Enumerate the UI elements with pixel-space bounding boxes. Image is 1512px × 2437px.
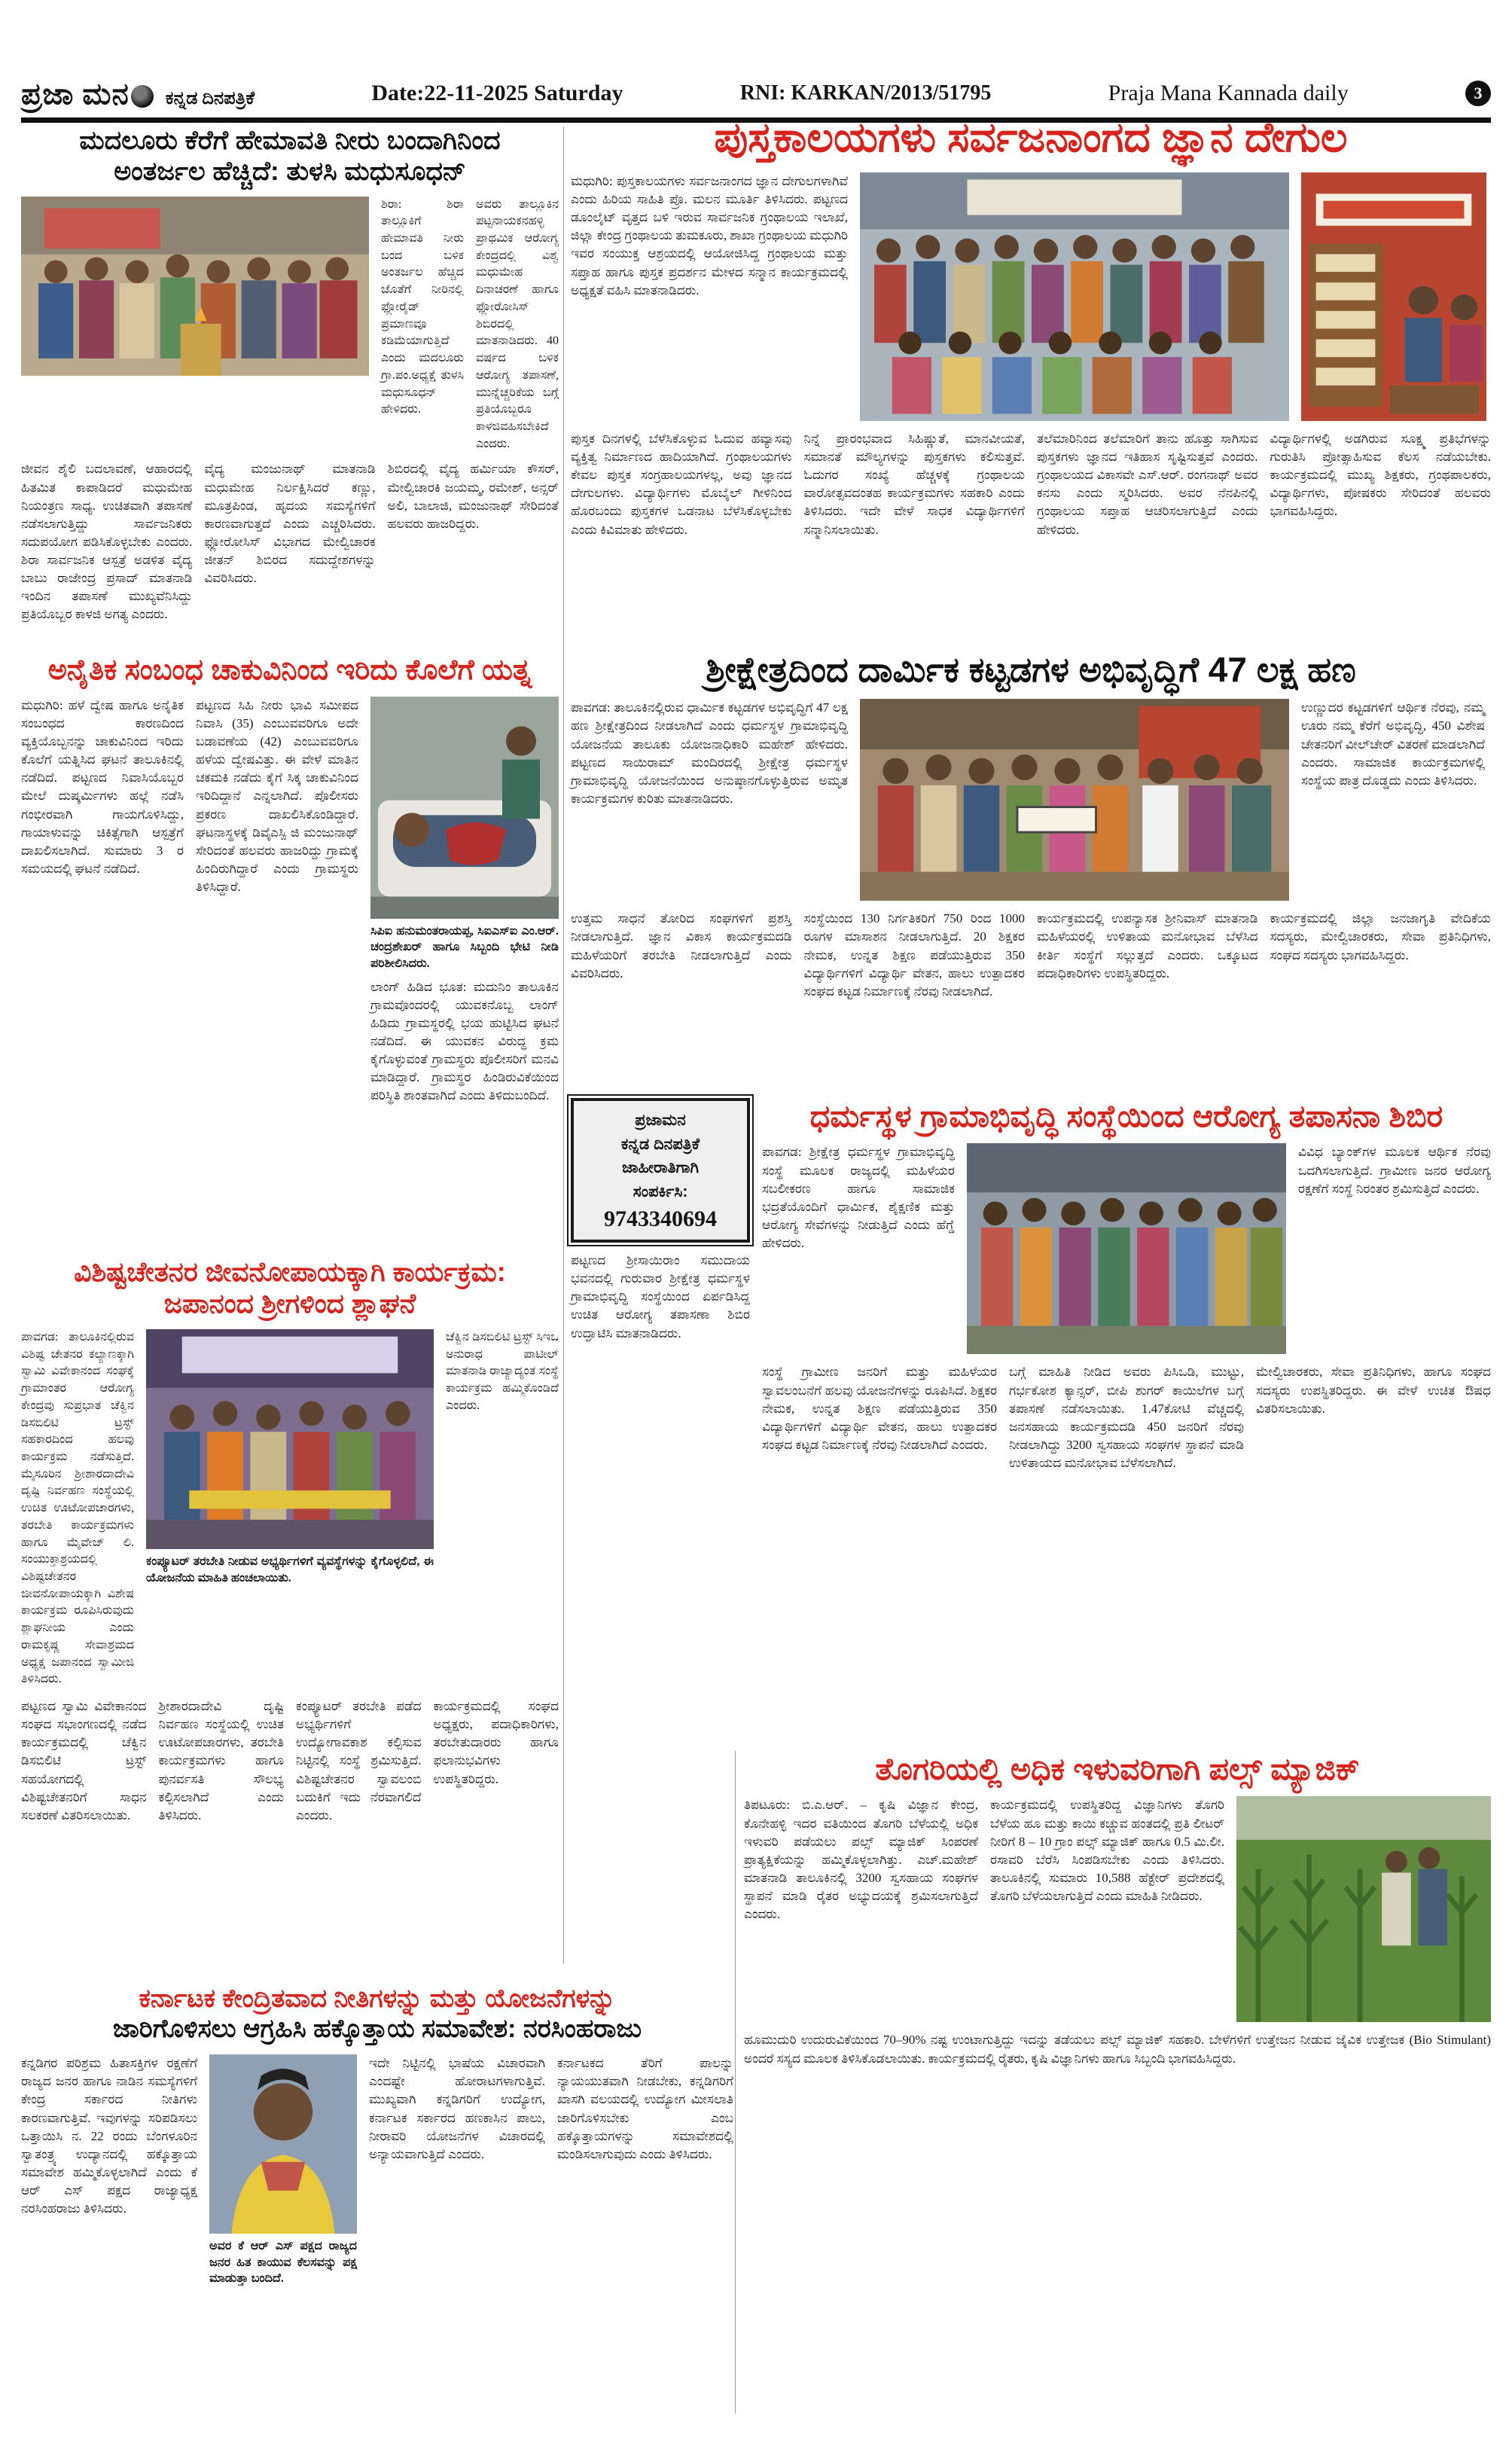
article-body-column: ಶಿಬಿರದಲ್ಲಿ ವೈದ್ಯ ಹರ್ಮಿಯಾ ಕೌಸರ್, ಮೇಲ್ವಿಚಾರಕಿ ಜಯಮ್ಮ, ರಮೇಶ್, ಅನ್ಸರ್ ಅಲಿ, ಬಾಲಾಜಿ, ಮಂಜುನಾಥ್ ಸೇರಿದಂತೆ ಹಲವರು ಹಾಜರಿದ್ದರು. <box>387 462 559 531</box>
article-photo-cell <box>370 697 559 1106</box>
article-body-column: ಬಗ್ಗೆ ಮಾಹಿತಿ ನೀಡಿದ ಅವರು ಪಿಸಿಒಡಿ, ಮುಟ್ಟು, ಗರ್ಭಕೋಶ ಕ್ಯಾನ್ಸರ್, ಬೀಪಿ ಶುಗರ್ ಕಾಯಿಲೆಗಳ ಬಗ್ಗೆ ತಪಾಸಣೆ ನಡೆಸಲಾಯಿತು. 1.47ಕೋಟಿ ವೆಚ್ಚದಲ್ಲಿ ಜನಸಹಾಯ ಕಾರ್ಯಕ್ರಮದಡಿ 450 ಜನರಿಗೆ ನೆರವು ನೀಡಲಾಗಿದ್ದು 3200 ಸ್ವಸಹಾಯ ಸಂಘಗಳ ಸ್ಥಾಪನೆ ಮಾಡಿ ಉಳಿತಾಯದ ಮನೋಭಾವ ಬೆಳೆಸಲಾಗಿದೆ. <box>1009 1365 1244 1470</box>
cheque-photo-illustration <box>860 699 1289 901</box>
article-main-cell <box>762 1098 1491 1472</box>
article-photo-cell <box>209 2054 357 2287</box>
article-headline: ತೊಗರಿಯಲ್ಲಿ ಅಧಿಕ ಇಳುವರಿಗಾಗಿ ಪಲ್ಸ್ ಮ್ಯಾಜಿಕ್ <box>875 1752 1360 1786</box>
article-body-column: ಸಂಸ್ಥೆಯಿಂದ 130 ನಿರ್ಗತಿಕರಿಗೆ 750 ರಿಂದ 1000 ರೂಗಳ ಮಾಸಾಶನ ನೀಡಲಾಗುತ್ತಿದೆ. 20 ಶಿಕ್ಷಕರ ನೇಮಕ, ಉನ್ನತ ಶಿಕ್ಷಣ ಪಡೆಯುತ್ತಿರುವ 350 ವಿದ್ಯಾರ್ಥಿಗಳಿಗೆ ವಿದ್ಯಾರ್ಥಿ ವೇತನ, ಹಾಲು ಉತ್ಪಾದಕರ ಸಂಘದ ಕಟ್ಟಡ ನಿರ್ಮಾಣಕ್ಕೆ ನೆರವು ನೀಡಲಾಗಿದೆ. <box>803 911 1025 999</box>
article-photo-lamp-lighting-group <box>21 197 369 376</box>
article-photo-health-camp-queue <box>967 1143 1286 1354</box>
article-photo-cheque-handover <box>860 699 1289 901</box>
article-body-column: ಶಿರಾ: ಶಿರಾ ತಾಲ್ಲೂಕಿಗೆ ಹೇಮಾವತಿ ನೀರು ಬಂದ ಬಳಿಕ ಅಂತರ್ಜಲ ಹೆಚ್ಚಿದ ಜೊತೆಗೆ ನೀರಿನಲ್ಲಿ ಫ್ಲೋರೈಡ್ ಪ್ರಮಾಣವೂ ಕಡಿಮೆಯಾಗುತ್ತಿದೆ ಎಂದು ಮದಲೂರು ಗ್ರಾ.ಪಂ.ಅಧ್ಯಕ್ಷೆ ತುಳಸಿ ಮಧುಸೂಧನ್ ಹೇಳಿದರು. <box>381 197 464 416</box>
article-body-column: ವಿದ್ಯಾರ್ಥಿಗಳಲ್ಲಿ ಅಡಗಿರುವ ಸೂಕ್ಷ್ಮ ಪ್ರತಿಭೆಗಳನ್ನು ಗುರುತಿಸಿ ಪ್ರೋತ್ಸಾಹಿಸುವ ಕೆಲಸ ನಡೆಯಬೇಕು. ಕಾರ್ಯಕ್ರಮದಲ್ಲಿ ಮುಖ್ಯ ಶಿಕ್ಷಕರು, ಗ್ರಂಥಪಾಲಕರು, ವಿದ್ಯಾರ್ಥಿಗಳು, ಪೋಷಕರು ಸೇರಿದಂತೆ ಹಲವರು ಭಾಗವಹಿಸಿದ್ದರು. <box>1270 431 1491 519</box>
article-headline: ಧರ್ಮಸ್ಥಳ ಗ್ರಾಮಾಭಿವೃದ್ಧಿ ಸಂಸ್ಥೆಯಿಂದ ಆರೋಗ್ಯ ತಪಾಸನಾ ಶಿಬಿರ <box>809 1099 1443 1133</box>
article-photo-leader-portrait <box>209 2054 357 2234</box>
article-body-column: ಉತ್ತಮ ಸಾಧನೆ ತೋರಿದ ಸಂಘಗಳಿಗೆ ಪ್ರಶಸ್ತಿ ನೀಡಲಾಗುತ್ತಿದೆ. ಜ್ಞಾನ ವಿಕಾಸ ಕಾರ್ಯಕ್ರಮದಡಿ ಮಹಿಳೆಯರಿಗೆ ತರಬೇತಿ ನೀಡಲಾಗುತ್ತಿದೆ ಎಂದು ವಿವರಿಸಿದರು. <box>571 911 792 981</box>
article-body-column: ತಿಪಟೂರು: ಬಿ.ಎ.ಆರ್. – ಕೃಷಿ ವಿಜ್ಞಾನ ಕೇಂದ್ರ, ಕೊನೇಹಳ್ಳಿ ಇದರ ವತಿಯಿಂದ ತೊಗರಿ ಬೆಳೆಯಲ್ಲಿ ಅಧಿಕ ಇಳುವರಿ ಪಡೆಯಲು ಪಲ್ಸ್ ಮ್ಯಾಜಿಕ್ ಸಿಂಪರಣೆ ಪ್ರಾತ್ಯಕ್ಷಿಕೆಯನ್ನು ಹಮ್ಮಿಕೊಳ್ಳಲಾಗಿತ್ತು. ಎಚ್.ಮಹೇಶ್ ಮಾತನಾಡಿ ತಾಲೂಕಿನಲ್ಲಿ 3200 ಸ್ವಸಹಾಯ ಸಂಘಗಳ ಸ್ಥಾಪನೆ ಮಾಡಿ ರೈತರ ಅಭ್ಯುದಯಕ್ಕೆ ಶ್ರಮಿಸಲಾಗುತ್ತಿದೆ ಎಂದರು. <box>744 1798 978 1922</box>
logo-tagline: ಕನ್ನಡ ದಿನಪತ್ರಿಕೆ <box>165 88 255 108</box>
ad-line: ಸಂಪರ್ಕಿಸಿ: <box>633 1182 688 1200</box>
article-body-column: ಲಾಂಗ್ ಹಿಡಿದ ಭೂತ: ಮದುನಿಂ ತಾಲೂಕಿನ ಗ್ರಾಮವೊಂದರಲ್ಲಿ ಯುವಕನೊಬ್ಬ ಲಾಂಗ್ ಹಿಡಿದು ಗ್ರಾಮಸ್ಥರಲ್ಲಿ ಭಯ ಹುಟ್ಟಿಸಿದ ಘಟನೆ ನಡೆದಿದೆ. ಈ ಯುವಕನ ವಿರುದ್ಧ ಕ್ರಮ ಕೈಗೊಳ್ಳುವಂತೆ ಗ್ರಾಮಸ್ಥರು ಪೊಲೀಸರಿಗೆ ಮನವಿ ಮಾಡಿದ್ದಾರೆ. ಗ್ರಾಮಸ್ಥರ ಹಿಂಡಿರುವಿಕೆಯಿಂದ ಪರಿಸ್ಥಿತಿ ಶಾಂತವಾಗಿದೆ ಎಂದು ತಿಳಿದುಬಂದಿದೆ. <box>370 979 559 1103</box>
portrait-photo-illustration <box>209 2054 357 2234</box>
article-body-column: ಪಟ್ಟಣದ ಶ್ರೀಸಾಯಿರಾಂ ಸಮುದಾಯ ಭವನದಲ್ಲಿ ಗುರುವಾರ ಶ್ರೀಕ್ಷೇತ್ರ ಧರ್ಮಸ್ಥಳ ಗ್ರಾಮಾಭಿವೃದ್ಧಿ ಸಂಸ್ಥೆಯಿಂದ ಏರ್ಪಡಿಸಿದ್ದ ಉಚಿತ ಆರೋಗ್ಯ ತಪಾಸಣಾ ಶಿಬಿರ ಉದ್ಘಾಟಿಸಿ ಮಾತನಾಡಿದರು. <box>571 1253 750 1341</box>
advertisement-box <box>571 1098 750 1243</box>
article-body-column: ಪಟ್ಟಣದ ಸಿಹಿ ನೀರು ಭಾವಿ ಸಮೀಪದ ನಿವಾಸಿ (35) ಎಂಬುವವರಿಗೂ ಅದೇ ಬಡಾವಣೆಯ (42) ಎಂಬುವವರಿಗೂ ಹಳೆಯ ದ್ವೇಷವಿತ್ತು. ಈ ವೇಳೆ ಮಾತಿನ ಚಕಮಕಿ ನಡೆದು ಕೈಗೆ ಸಿಕ್ಕ ಚಾಕುವಿನಿಂದ ಇರಿದಿದ್ದಾನೆ ಎನ್ನಲಾಗಿದೆ. ಪೊಲೀಸರು ಪ್ರಕರಣ ದಾಖಲಿಸಿಕೊಂಡಿದ್ದಾರೆ. ಘಟನಾಸ್ಥಳಕ್ಕೆ ಡಿವೈಎಸ್ಪಿ ಜಿ ಮಂಜುನಾಥ್ ಸೇರಿದಂತೆ ಹಲವರು ಹಾಜರಿದ್ದು ಗ್ರಾಮಕ್ಕೆ ಹಿಂದಿರುಗಿದ್ದಾರೆ ಎಂದು ಗ್ರಾಮಸ್ಥರು ತಿಳಿಸಿದ್ದಾರೆ. <box>196 697 358 895</box>
group-photo-illustration <box>860 172 1289 421</box>
article-body-column: ಕಂಪ್ಯೂಟರ್ ತರಬೇತಿ ಪಡೆದ ಅಭ್ಯರ್ಥಿಗಳಿಗೆ ಉದ್ಯೋಗಾವಕಾಶ ಕಲ್ಪಿಸುವ ನಿಟ್ಟಿನಲ್ಲಿ ಸಂಸ್ಥೆ ಶ್ರಮಿಸುತ್ತಿದೆ. ವಿಶಿಷ್ಟಚೇತನರ ಸ್ವಾವಲಂಬಿ ಬದುಕಿಗೆ ಇದು ನೆರವಾಗಲಿದೆ ಎಂದರು. <box>296 1699 422 1822</box>
article-pulse-magic <box>744 1751 1491 2068</box>
article-body-column: ಪಟ್ಟಣದ ಸ್ವಾಮಿ ವಿವೇಕಾನಂದ ಸಂಘದ ಸಭಾಂಗಣದಲ್ಲಿ ನಡೆದ ಕಾರ್ಯಕ್ರಮದಲ್ಲಿ ಚೆಕ್ವಿನ ಡಿಸಬಿಲಿಟಿ ಟ್ರಸ್ಟ್ ಸಹಯೋಗದಲ್ಲಿ ವಿಶಿಷ್ಟಚೇತನರಿಗೆ ಸಾಧನ ಸಲಕರಣೆ ವಿತರಿಸಲಾಯಿತು. <box>21 1699 147 1822</box>
article-body-column: ವೈದ್ಯ ಮಂಜುನಾಥ್ ಮಾತನಾಡಿ ಮಧುಮೇಹ ನಿರ್ಲಕ್ಷಿಸಿದರೆ ಕಣ್ಣು, ಮೂತ್ರಪಿಂಡ, ಹೃದಯ ಸಮಸ್ಯೆಗಳಿಗೆ ಕಾರಣವಾಗುತ್ತದೆ ಎಂದು ಎಚ್ಚರಿಸಿದರು. ಫ್ಲೋರೋಸಿಸ್ ವಿಭಾಗದ ಮೇಲ್ವಿಚಾರಕ ಜೀತನ್ ಶಿಬಿರದ ಸದುದ್ದೇಶಗಳನ್ನು ವಿವರಿಸಿದರು. <box>204 462 376 586</box>
article-disabled-livelihood <box>21 1256 559 1825</box>
masthead-date: Date:22-11-2025 Saturday <box>371 81 623 105</box>
article-body-column: ಜೀವನ ಶೈಲಿ ಬದಲಾವಣೆ, ಆಹಾರದಲ್ಲಿ ಹಿತಮಿತ ಕಾಪಾಡಿದರೆ ಮಧುಮೇಹ ನಿಯಂತ್ರಣ ಸಾಧ್ಯ. ಉಚಿತವಾಗಿ ತಪಾಸಣೆ ನಡೆಸಲಾಗುತ್ತಿದ್ದು ಸಾರ್ವಜನಿಕರು ಸದುಪಯೋಗ ಪಡಿಸಿಕೊಳ್ಳಬೇಕು ಎಂದರು. ಶಿರಾ ಸಾರ್ವಜನಿಕ ಆಸ್ಪತ್ರೆ ಅಡಳಿತ ವೈದ್ಯ ಬಾಬು ರಾಜೇಂದ್ರ ಪ್ರಸಾದ್ ಮಾತನಾಡಿ ಇಂದಿನ ತಪಾಸಣೆ ಮುಖ್ಯವೆನಿಸಿದ್ದು ಪ್ರತಿಯೊಬ್ಬರ ಕಾಳಜಿ ಅಗತ್ಯ ಎಂದರು. <box>21 462 193 622</box>
ad-line: ಜಾಹೀರಾತಿಗಾಗಿ <box>622 1159 699 1176</box>
photo-caption: ಸಿಪಿಐ ಹನುಮಂತರಾಯಪ್ಪ, ಸಿಐಎಸ್ಐ ಎಂ.ಆರ್. ಚಂದ್ರಶೇಖರ್ ಹಾಗೂ ಸಿಬ್ಬಂದಿ ಭೇಟಿ ನೀಡಿ ಪರಿಶೀಲಿಸಿದರು. <box>370 924 559 971</box>
article-headline: ಪುಸ್ತಕಾಲಯಗಳು ಸರ್ವಜನಾಂಗದ ಜ್ಞಾನ ದೇಗುಲ <box>714 114 1348 160</box>
article-body-column: ಕನ್ನಡಿಗರ ಪರಿಶ್ರಮ ಹಿತಾಸಕ್ತಿಗಳ ರಕ್ಷಣೆಗೆ ರಾಜ್ಯದ ಜನರ ಹಾಗೂ ನಾಡಿನ ಸಮಸ್ಯೆಗಳಿಗೆ ಕೇಂದ್ರ ಸರ್ಕಾರದ ನೀತಿಗಳು ಕಾರಣವಾಗುತ್ತಿವೆ. ಇವುಗಳನ್ನು ಸರಿಪಡಿಸಲು ಒತ್ತಾಯಿಸಿ ನ. 22 ರಂದು ಬೆಂಗಳೂರಿನ ಸ್ವಾತಂತ್ರ್ಯ ಉದ್ಯಾನದಲ್ಲಿ ಹಕ್ಕೊತ್ತಾಯ ಸಮಾವೇಶ ಹಮ್ಮಿಕೊಳ್ಳಲಾಗಿದೆ ಎಂದು ಕೆ ಆರ್ ಎಸ್ ಪಕ್ಷದ ರಾಜ್ಯಾಧ್ಯಕ್ಷ ನರಸಿಂಹರಾಜು ತಿಳಿಸಿದರು. <box>21 2056 197 2216</box>
article-photo-cell <box>1236 1796 1491 2022</box>
article-body-column: ಪಾವಗಡ: ಶ್ರೀಕ್ಷೇತ್ರ ಧರ್ಮಸ್ಥಳ ಗ್ರಾಮಾಭಿವೃದ್ಧಿ ಸಂಸ್ಥೆ ಮೂಲಕ ರಾಜ್ಯದಲ್ಲಿ ಮಹಿಳೆಯರ ಸಬಲೀಕರಣ ಹಾಗೂ ಸಾಮಾಜಿಕ ಭದ್ರತೆಯೊಂದಿಗೆ ಧಾರ್ಮಿಕ, ಶೈಕ್ಷಣಿಕ ಮತ್ತು ಆರೋಗ್ಯ ಸೇವೆಗಳನ್ನು ನೀಡುತ್ತಿದೆ ಎಂದು ಹೆಗ್ಡೆ ಹೇಳಿದರು. <box>762 1145 955 1250</box>
article-health-camp <box>571 1098 1491 1472</box>
article-body-column: ತಲೆಮಾರಿನಿಂದ ತಲೆಮಾರಿಗೆ ತಾನು ಹೊತ್ತು ಸಾಗಿಸುವ ಪುಸ್ತಕಗಳು ಜ್ಞಾನದ ಇತಿಹಾಸ ಸೃಷ್ಟಿಸುತ್ತವೆ ಎಂದರು. ಗ್ರಂಥಾಲಯದ ವಿಕಾಸವೇ ಎಸ್.ಆರ್. ರಂಗನಾಥ್ ಅವರ ಕನಸು ಎಂದು ಸ್ಮರಿಸಿದರು. ಅವರ ನೆನಪಿನಲ್ಲಿ ಗ್ರಂಥಾಲಯ ಸಪ್ತಾಹ ಆಚರಿಸಲಾಗುತ್ತಿದೆ ಎಂದು ಹೇಳಿದರು. <box>1037 431 1258 537</box>
article-body-column: ಅವರು ತಾಲ್ಲೂಕಿನ ಪಟ್ಟನಾಯಕನಹಳ್ಳಿ ಪ್ರಾಥಮಿಕ ಆರೋಗ್ಯ ಕೇಂದ್ರದಲ್ಲಿ ವಿಶ್ವ ಮಧುಮೇಹ ದಿನಾಚರಣೆ ಹಾಗೂ ಫ್ಲೋರೋಸಿಸ್ ಶಿಬಿರದಲ್ಲಿ ಮಾತನಾಡಿದರು. 40 ವರ್ಷದ ಬಳಿಕ ಆರೋಗ್ಯ ತಪಾಸಣೆ, ಮುನ್ನೆಚ್ಚರಿಕೆಯ ಬಗ್ಗೆ ಪ್ರತಿಯೊಬ್ಬರೂ ಕಾಳಜಿವಹಿಸಬೇಕಿದೆ ಎಂದರು. <box>476 197 559 450</box>
article-stabbing-attempt <box>21 654 559 1105</box>
field-photo-illustration <box>1236 1796 1491 2022</box>
column-divider <box>735 1751 736 2414</box>
article-body-column: ವಿವಿಧ ಬ್ಯಾಂಕ್‌ಗಳ ಮೂಲಕ ಆರ್ಥಿಕ ನೆರವು ಒದಗಿಸಲಾಗುತ್ತಿದೆ. ಗ್ರಾಮೀಣ ಜನರ ಆರೋಗ್ಯ ರಕ್ಷಣೆಗೆ ಸಂಸ್ಥೆ ನಿರಂತರ ಶ್ರಮಿಸುತ್ತಿದೆ ಎಂದರು. <box>1298 1145 1491 1196</box>
health-camp-photo-illustration <box>967 1143 1286 1354</box>
article-libraries <box>571 113 1491 539</box>
ad-line: ಪ್ರಜಾಮನ <box>635 1112 686 1129</box>
article-body-column: ಮೇಲ್ವಿಚಾರಕರು, ಸೇವಾ ಪ್ರತಿನಿಧಿಗಳು, ಹಾಗೂ ಸಂಘದ ಸದಸ್ಯರು ಉಪಸ್ಥಿತರಿದ್ದರು. ಈ ವೇಳೆ ಉಚಿತ ಔಷಧ ವಿತರಿಸಲಾಯಿತು. <box>1256 1365 1491 1416</box>
photo-caption: ಕಂಪ್ಯೂಟರ್ ತರಬೇತಿ ನೀಡುವ ಅಭ್ಯರ್ಥಿಗಳಿಗೆ ವ್ಯವಸ್ಥೆಗಳನ್ನು ಕೈಗೊಳ್ಳಲಿದೆ, ಈ ಯೋಜನೆಯ ಮಾಹಿತಿ ಹಂಚಲಾಯಿತು. <box>146 1554 434 1585</box>
swami-photo-illustration <box>146 1329 434 1549</box>
article-body-column: ಕಾರ್ಯಕ್ರಮದಲ್ಲಿ ಉಪನ್ಯಾಸಕ ಶ್ರೀನಿವಾಸ್ ಮಾತನಾಡಿ ಮಹಿಳೆಯರಲ್ಲಿ ಉಳಿತಾಯ ಮನೋಭಾವ ಬೆಳೆಸಿದ ಕೀರ್ತಿ ಸಂಸ್ಥೆಗೆ ಸಲ್ಲುತ್ತದೆ ಎಂದರು. ಒಕ್ಕೂಟದ ಪದಾಧಿಕಾರಿಗಳು ಉಪಸ್ಥಿತರಿದ್ದರು. <box>1037 911 1258 981</box>
ad-phone-number: 9743340694 <box>604 1206 717 1231</box>
article-temple-funds <box>571 649 1491 1001</box>
newspaper-logo <box>21 76 255 111</box>
page-number-badge: 3 <box>1465 81 1491 106</box>
article-body-column: ಪುಸ್ತಕ ದಿನಗಳಲ್ಲಿ ಬೆಳೆಸಿಕೊಳ್ಳುವ ಓದುವ ಹವ್ಯಾಸವು ವ್ಯಕ್ತಿತ್ವ ನಿರ್ಮಾಣದ ಹಾದಿಯಾಗಿದೆ. ಗ್ರಂಥಾಲಯಗಳು ಕೇವಲ ಪುಸ್ತಕ ಸಂಗ್ರಹಾಲಯಗಳಲ್ಲ, ಅವು ಜ್ಞಾನದ ದೇಗುಲಗಳು. ವಿದ್ಯಾರ್ಥಿಗಳು ಮೊಬೈಲ್ ಗೀಳಿನಿಂದ ಹೊರಬಂದು ಪುಸ್ತಕಗಳ ಒಡನಾಟ ಬೆಳೆಸಿಕೊಳ್ಳಬೇಕು ಎಂದು ಕಿವಿಮಾತು ಹೇಳಿದರು. <box>571 431 792 537</box>
article-body-column: ಕಾರ್ಯಕ್ರಮದಲ್ಲಿ ಜಿಲ್ಲಾ ಜನಜಾಗೃತಿ ವೇದಿಕೆಯ ಸದಸ್ಯರು, ಮೇಲ್ವಿಚಾರಕರು, ಸೇವಾ ಪ್ರತಿನಿಧಿಗಳು, ಸಂಘದ ಸದಸ್ಯರು ಭಾಗವಹಿಸಿದ್ದರು. <box>1270 911 1491 962</box>
article-body-column: ಚೆಕ್ವಿನ ಡಿಸಬಿಲಿಟಿ ಟ್ರಸ್ಟ್ ಸಿಇಒ ಅನುರಾಧ ಪಾಟೀಲ್ ಮಾತನಾಡಿ ರಾಜ್ಯಾದ್ಯಂತ ಸಂಸ್ಥೆ ಕಾರ್ಯಕ್ರಮ ಹಮ್ಮಿಕೊಂಡಿದೆ ಎಂದರು. <box>446 1330 559 1412</box>
article-photo-pigeon-pea-field <box>1236 1796 1491 2022</box>
article-body-column: ಉಣ್ಣುದರ ಕಟ್ಟಡಗಳಿಗೆ ಆರ್ಥಿಕ ನೆರವು, ನಮ್ಮ ಊರು ನಮ್ಮ ಕೆರೆಗೆ ಅಭಿವೃದ್ಧಿ, 450 ವಿಶೇಷ ಚೇತನರಿಗೆ ವೀಲ್‌ಚೇರ್ ವಿತರಣೆ ಮಾಡಲಾಗಿದೆ ಎಂದರು. ಸಾಮಾಜಿಕ ಕಾರ್ಯಕ್ರಮಗಳಲ್ಲಿ ಸಂಸ್ಥೆಯ ಪಾತ್ರ ದೊಡ್ಡದು ಎಂದು ತಿಳಿಸಿದರು. <box>1301 700 1485 788</box>
column-divider <box>563 127 564 1964</box>
library-photo-illustration <box>1301 172 1486 421</box>
article-photo-library-interior <box>1301 172 1486 421</box>
masthead-rni: RNI: KARKAN/2013/51795 <box>739 81 992 105</box>
article-body-column: ಸಂಸ್ಥೆ ಗ್ರಾಮೀಣ ಜನರಿಗೆ ಮತ್ತು ಮಹಿಳೆಯರ ಸ್ವಾವಲಂಬನೆಗೆ ಹಲವು ಯೋಜನೆಗಳನ್ನು ರೂಪಿಸಿದೆ. ಶಿಕ್ಷಕರ ನೇಮಕ, ಉನ್ನತ ಶಿಕ್ಷಣ ಪಡೆಯುತ್ತಿರುವ 350 ವಿದ್ಯಾರ್ಥಿಗಳಿಗೆ ವಿದ್ಯಾರ್ಥಿ ವೇತನ, ಹಾಲು ಉತ್ಪಾದಕರ ಸಂಘದ ಕಟ್ಟಡ ನಿರ್ಮಾಣಕ್ಕೆ ನೆರವು ನೀಡಲಾಗಿದೆ ಎಂದರು. <box>762 1365 997 1452</box>
article-body-column: ಕಾರ್ಯಕ್ರಮದಲ್ಲಿ ಸಂಘದ ಅಧ್ಯಕ್ಷರು, ಪದಾಧಿಕಾರಿಗಳು, ತರಬೇತುದಾರರು ಹಾಗೂ ಫಲಾನುಭವಿಗಳು ಉಪಸ್ಥಿತರಿದ್ದರು. <box>433 1699 559 1786</box>
article-body-column: ಶ್ರೀಶಾರದಾದೇವಿ ದೃಷ್ಟಿ ನಿರ್ವಹಣ ಸಂಸ್ಥೆಯಲ್ಲಿ ಉಚಿತ ಊಟೋಪಚಾರಗಳು, ತರಬೇತಿ ಕಾರ್ಯಕ್ರಮಗಳು ಹಾಗೂ ಪುನರ್ವಸತಿ ಸೌಲಭ್ಯ ಕಲ್ಪಿಸಲಾಗಿದೆ ಎಂದು ತಿಳಿಸಿದರು. <box>158 1699 284 1822</box>
article-body-column: ಮಧುಗಿರಿ: ಹಳೆ ದ್ವೇಷ ಹಾಗೂ ಅನೈತಿಕ ಸಂಬಂಧದ ಕಾರಣದಿಂದ ವ್ಯಕ್ತಿಯೊಬ್ಬನನ್ನು ಚಾಕುವಿನಿಂದ ಇರಿದು ಕೊಲೆಗೆ ಯತ್ನಿಸಿದ ಘಟನೆ ತಾಲೂಕಿನಲ್ಲಿ ನಡೆದಿದೆ. ಪಟ್ಟಣದ ನಿವಾಸಿಯೊಬ್ಬರ ಮೇಲೆ ದುಷ್ಕರ್ಮಿಗಳು ಹಲ್ಲೆ ನಡೆಸಿ ಗಂಭೀರವಾಗಿ ಗಾಯಗೊಳಿಸಿದ್ದು, ಗಾಯಾಳುವನ್ನು ಚಿಕಿತ್ಸೆಗಾಗಿ ಆಸ್ಪತ್ರೆಗೆ ದಾಖಲಿಸಲಾಗಿದೆ. ಸುಮಾರು 3 ರ ಸಮಯದಲ್ಲಿ ಘಟನೆ ನಡೆದಿದೆ. <box>21 697 184 876</box>
article-body-column: ಹೂಮುದುರಿ ಉದುರುವಿಕೆಯಿಂದ 70–90% ನಷ್ಟ ಉಂಟಾಗುತ್ತಿದ್ದು ಇದನ್ನು ತಡೆಯಲು ಪಲ್ಸ್ ಮ್ಯಾಜಿಕ್ ಸಹಕಾರಿ. ಬೇಳೆಗಳಿಗೆ ಉತ್ತೇಜನ ನೀಡುವ ಜೈವಿಕ ಉತ್ತೇಜಕ (Bio Stimulant) ಅಂದರೆ ಸಸ್ಯದ ಮೂಲಕ ತಿಳಿಸಿಕೊಡಲಾಯಿತು. ಕಾರ್ಯಕ್ರಮದಲ್ಲಿ ರೈತರು, ಕೃಷಿ ವಿಜ್ಞಾನಿಗಳು ಹಾಗೂ ಸಿಬ್ಬಂದಿ ಭಾಗವಹಿಸಿದ್ದರು. <box>744 2033 1491 2066</box>
logo-text: ಪ್ರಜಾ ಮನ <box>21 76 155 111</box>
article-body-column: ನಿನ್ನೆ ಪ್ರಾರಂಭವಾದ ಸಿಹಿಷ್ಣುತೆ, ಮಾನವೀಯತೆ, ಸಮಾನತೆ ಮೌಲ್ಯಗಳನ್ನು ಪುಸ್ತಕಗಳು ಕಲಿಸುತ್ತವೆ. ಓದುಗರ ಸಂಖ್ಯೆ ಹೆಚ್ಚಳಕ್ಕೆ ಗ್ರಂಥಾಲಯ ವಾರೋತ್ಸವದಂತಹ ಕಾರ್ಯಕ್ರಮಗಳು ಸಹಕಾರಿ ಎಂದು ತಿಳಿಸಿದರು. ಇದೇ ವೇಳೆ ಸಾಧಕ ವಿದ್ಯಾರ್ಥಿಗಳಿಗೆ ಸನ್ಮಾನಿಸಲಾಯಿತು. <box>803 431 1025 537</box>
article-body-column: ಕಾರ್ಯಕ್ರಮದಲ್ಲಿ ಉಪಸ್ಥಿತರಿದ್ದ ವಿಜ್ಞಾನಿಗಳು ತೊಗರಿ ಬೆಳೆಯ ಹೂ ಮತ್ತು ಕಾಯಿ ಕಚ್ಚುವ ಹಂತದಲ್ಲಿ ಪ್ರತಿ ಲೀಟರ್ ನೀರಿಗೆ 8 – 10 ಗ್ರಾಂ ಪಲ್ಸ್ ಮ್ಯಾಜಿಕ್ ಹಾಗೂ 0.5 ಮಿ.ಲೀ. ರಸಾವರಿ ಬೆರೆಸಿ ಸಿಂಪಡಿಸಬೇಕು ಎಂದು ತಿಳಿಸಿದರು. ತಾಲೂಕಿನಲ್ಲಿ ಸುಮಾರು 10,588 ಹೆಕ್ಟೇರ್ ಪ್ರದೇಶದಲ್ಲಿ ತೊಗರಿ ಬೆಳೆಯಲಾಗುತ್ತಿದೆ ಎಂದು ಮಾಹಿತಿ ನೀಡಿದರು. <box>990 1798 1224 1903</box>
article-body-column: ಇದೇ ನಿಟ್ಟಿನಲ್ಲಿ ಭಾಷೆಯ ವಿಚಾರವಾಗಿ ಎಂದಷ್ಟೇ ಹೋರಾಟಗಳಾಗುತ್ತಿವೆ. ಮುಖ್ಯವಾಗಿ ಕನ್ನಡಿಗರಿಗೆ ಉದ್ಯೋಗ, ಕರ್ನಾಟಕ ಸರ್ಕಾರದ ಹಣಕಾಸಿನ ಪಾಲು, ನೀರಾವರಿ ಯೋಜನೆಗಳ ವಿಚಾರದಲ್ಲಿ ಅನ್ಯಾಯವಾಗುತ್ತಿದೆ ಎಂದರು. <box>369 2056 545 2161</box>
ad-line: ಕನ್ನಡ ದಿನಪತ್ರಿಕೆ <box>620 1135 700 1153</box>
article-headline: ಮದಲೂರು ಕೆರೆಗೆ ಹೇಮಾವತಿ ನೀರು ಬಂದಾಗಿನಿಂದ ಅಂತರ್ಜಲ ಹೆಚ್ಚಿದೆ: ತುಳಸಿ ಮಧುಸೂಧನ್ <box>79 126 501 187</box>
article-photo-library-felicitation <box>860 172 1289 421</box>
article-headline: ವಿಶಿಷ್ಟಚೇತನರ ಜೀವನೋಪಾಯಕ್ಕಾಗಿ ಕಾರ್ಯಕ್ರಮ: ಜಪಾನಂದ ಶ್ರೀಗಳಿಂದ ಶ್ಲಾಘನೆ <box>74 1256 506 1319</box>
group-photo-illustration <box>21 197 369 376</box>
article-body-column: ಪಾವಗಡ: ತಾಲೂಕಿನಲ್ಲಿರುವ ಧಾರ್ಮಿಕ ಕಟ್ಟಡಗಳ ಅಭಿವೃದ್ಧಿಗೆ 47 ಲಕ್ಷ ಹಣ ಶ್ರೀಕ್ಷೇತ್ರದಿಂದ ನೀಡಲಾಗಿದೆ ಎಂದು ಧರ್ಮಸ್ಥಳ ಗ್ರಾಮಾಭಿವೃದ್ಧಿ ಯೋಜನೆಯ ತಾಲೂಕು ಯೋಜನಾಧಿಕಾರಿ ಮಹೇಶ್ ಹೇಳಿದರು. ಪಟ್ಟಣದ ಸಾಯಿರಾಮ್ ಮಂದಿರದಲ್ಲಿ ಶ್ರೀಕ್ಷೇತ್ರ ಧರ್ಮಸ್ಥಳ ಗ್ರಾಮಾಭಿವೃದ್ಧಿ ಯೋಜನೆಯಿಂದ ಅನುಷ್ಠಾನಗೊಳ್ಳುತ್ತಿರುವ ಅಮೃತ ಕಾರ್ಯಕ್ರಮಗಳ ಕುರಿತು ಮಾತನಾಡಿದರು. <box>571 700 848 806</box>
article-photo-injured-person <box>370 697 559 919</box>
photo-caption: ಅವರ ಕೆ ಆರ್ ಎಸ್ ಪಕ್ಷದ ರಾಜ್ಯದ ಜನರ ಹಿತ ಕಾಯುವ ಕೆಲಸವನ್ನು ಪಕ್ಷ ಮಾಡುತ್ತಾ ಬಂದಿದೆ. <box>209 2240 357 2286</box>
article-lake-groundwater <box>21 125 559 624</box>
article-body-column: ಪಾವಗಡ: ತಾಲೂಕಿನಲ್ಲಿರುವ ವಿಶಿಷ್ಟ ಚೇತನರ ಕಲ್ಯಾಣಕ್ಕಾಗಿ ಸ್ವಾಮಿ ವಿವೇಕಾನಂದ ಸಂಘಕ್ಕೆ ಗ್ರಾಮಾಂತರ ಆರೋಗ್ಯ ಕೇಂದ್ರವು ಸುಪ್ರಭಾತ ಚೆಕ್ವಿನ ಡಿಸಬಿಲಿಟಿ ಟ್ರಸ್ಟ್ ಸಹಕಾರದಿಂದ ಹಲವು ಕಾರ್ಯಕ್ರಮ ನಡೆಸುತ್ತಿದೆ. ಮೈಸೂರಿನ ಶ್ರೀಶಾರದಾದೇವಿ ದೃಷ್ಟಿ ನಿರ್ವಹಣ ಸಂಸ್ಥೆಯಲ್ಲಿ ಉಚಿತ ಊಟೋಪಚಾರಗಳು, ತರಬೇತಿ ಕಾರ್ಯಕ್ರಮಗಳು ಹಾಗೂ ಮೈವೇಜ್ ಲಿ. ಸಂಯುಕ್ತಾಶ್ರಯದಲ್ಲಿ ವಿಶಿಷ್ಟಚೇತನರ ಜೀವನೋಪಾಯಕ್ಕಾಗಿ ವಿಶೇಷ ಕಾರ್ಯಕ್ರಮ ರೂಪಿಸಿರುವುದು ಶ್ಲಾಘನೀಯ ಎಂದು ರಾಮಕೃಷ್ಣ ಸೇವಾಶ್ರಮದ ಅಧ್ಯಕ್ಷ ಜಪಾನಂದ ಸ್ವಾಮೀಜಿ ತಿಳಿಸಿದರು. <box>21 1330 134 1686</box>
article-headline: ಅನೈತಿಕ ಸಂಬಂಧ ಚಾಕುವಿನಿಂದ ಇರಿದು ಕೊಲೆಗೆ ಯತ್ನ <box>47 654 532 686</box>
article-headline: ಶ್ರೀಕ್ಷೇತ್ರದಿಂದ ದಾರ್ಮಿಕ ಕಟ್ಟಡಗಳ ಅಭಿವೃದ್ಧಿಗೆ 47 ಲಕ್ಷ ಹಣ <box>706 650 1356 689</box>
logo-emblem-icon <box>131 85 154 108</box>
article-body-column: ಮಧುಗಿರಿ: ಪುಸ್ತಕಾಲಯಗಳು ಸರ್ವಜನಾಂಗದ ಜ್ಞಾನ ದೇಗುಲಗಳಾಗಿವೆ ಎಂದು ಹಿರಿಯ ಸಾಹಿತಿ ಪ್ರೊ. ಮಲನ ಮೂರ್ತಿ ತಿಳಿಸಿದರು. ಪಟ್ಟಣದ ಡೂಂಲೈಟ್ ವೃತ್ತದ ಬಳಿ ಇರುವ ಸಾರ್ವಜನಿಕ ಗ್ರಂಥಾಲಯ ಇಲಾಖೆ, ಜಿಲ್ಲಾ ಕೇಂದ್ರ ಗ್ರಂಥಾಲಯ ತುಮಕೂರು, ಶಾಖಾ ಗ್ರಂಥಾಲಯ ಮಧುಗಿರಿ ಇವರ ಸಂಯುಕ್ತ ಆಶ್ರಯದಲ್ಲಿ ಆಯೋಜಿಸಿದ್ದ ಗ್ರಂಥಾಲಯ ಮತ್ತು ಸಪ್ತಾಹ ಹಾಗೂ ಪುಸ್ತಕ ಪ್ರದರ್ಶನ ಮೇಳದ ಸನ್ಮಾನ ಕಾರ್ಯಕ್ರಮದಲ್ಲಿ ಅಧ್ಯಕ್ಷತೆ ವಹಿಸಿ ಮಾತನಾಡಿದರು. <box>571 173 848 297</box>
article-body-column: ಕರ್ನಾಟಕದ ತೆರಿಗೆ ಪಾಲನ್ನು ನ್ಯಾಯಯುತವಾಗಿ ನೀಡಬೇಕು, ಕನ್ನಡಿಗರಿಗೆ ಖಾಸಗಿ ವಲಯದಲ್ಲಿ ಉದ್ಯೋಗ ಮೀಸಲಾತಿ ಜಾರಿಗೊಳಿಸಬೇಕು ಎಂಬ ಹಕ್ಕೊತ್ತಾಯಗಳನ್ನು ಸಮಾವೇಶದಲ್ಲಿ ಮಂಡಿಸಲಾಗುವುದು ಎಂದು ತಿಳಿಸಿದರು. <box>557 2056 733 2161</box>
article-photo-swami-programme <box>146 1329 434 1549</box>
injured-person-photo-illustration <box>370 697 559 919</box>
ad-column <box>571 1098 750 1472</box>
article-headline: ಕರ್ನಾಟಕ ಕೇಂದ್ರಿತವಾದ ನೀತಿಗಳನ್ನು ಮತ್ತು ಯೋಜನೆಗಳನ್ನು ಜಾರಿಗೊಳಿಸಲು ಆಗ್ರಹಿಸಿ ಹಕ್ಕೊತ್ತಾಯ ಸಮಾವೇಶ: ನರಸಿಂಹರಾಜು <box>112 1984 642 2044</box>
masthead-daily-name: Praja Mana Kannada daily <box>1108 81 1349 105</box>
article-rights-convention <box>21 1984 733 2287</box>
article-photo-cell <box>146 1329 434 1688</box>
